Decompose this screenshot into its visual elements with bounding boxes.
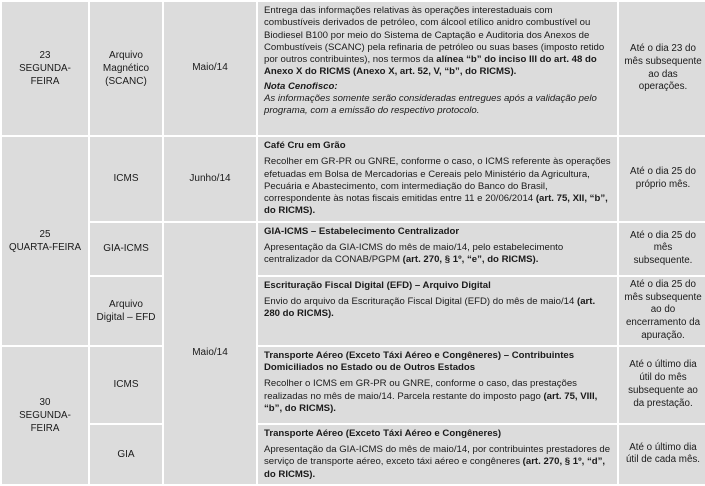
description-body: [264, 242, 611, 267]
day-name: SEGUNDA-FEIRA: [19, 409, 71, 434]
day-cell: [2, 137, 88, 345]
day-name: QUARTA-FEIRA: [8, 241, 82, 253]
tribute-cell: ICMS: [90, 137, 162, 221]
tribute-cell: Arquivo Digital – EFD: [90, 277, 162, 345]
table-row: [2, 2, 705, 135]
legal-reference: (art. 270, § 1º, “e”, do RICMS).: [402, 254, 539, 266]
description-body: [264, 156, 611, 217]
legal-reference: (art. 280 do RICMS).: [264, 296, 596, 320]
description-title: GIA-ICMS – Estabelecimento Centralizador: [264, 225, 460, 237]
deadline-cell: Até o dia 25 do próprio mês.: [619, 137, 705, 221]
note-title: Nota Cenofisco:: [264, 80, 338, 92]
legal-reference: (art. 75, XII, “b”, do RICMS).: [264, 193, 608, 217]
tribute-cell: GIA: [90, 425, 162, 484]
tribute-cell: Arquivo Magnético (SCANC): [90, 2, 162, 135]
description-cell: [258, 223, 617, 275]
day-number: 25: [39, 228, 51, 240]
table-row: [2, 347, 705, 423]
deadline-cell: Até o dia 23 do mês subsequente ao das operações.: [619, 2, 705, 135]
tribute-cell: ICMS: [90, 347, 162, 423]
legal-reference: (art. 270, § 1º, “d”, do RICMS).: [264, 456, 606, 480]
day-cell: [2, 347, 88, 484]
description-body: [264, 444, 611, 481]
table-row: [2, 137, 705, 221]
table-row: [2, 425, 705, 484]
description-title: Transporte Aéreo (Exceto Táxi Aéreo e Congêneres): [264, 427, 502, 439]
description-text: Recolher o ICMS em GR-PR ou GNRE, conforme o caso, das prestações realizadas no mês de maio/14. Parcela restante do imposto pago: [264, 378, 577, 402]
legal-reference: alínea “b” do inciso III do art. 48 do Anexo X do RICMS (Anexo X, art. 52, V, “b”, do RICMS).: [264, 54, 597, 78]
day-number: 23: [39, 50, 51, 61]
description-cell: [258, 2, 617, 135]
tribute-cell: GIA-ICMS: [90, 223, 162, 275]
description-cell: [258, 425, 617, 484]
deadline-cell: Até o dia 25 do mês subsequente ao do encerramento da apuração.: [619, 277, 705, 345]
deadline-cell: Até o último dia útil de cada mês.: [619, 425, 705, 484]
description-body: [264, 378, 611, 415]
period-cell: Junho/14: [164, 137, 256, 221]
note-body: As informações somente serão consideradas entregues após a validação pelo programa, com a emissão do respectivo protocolo.: [264, 93, 597, 117]
period-cell: Maio/14: [164, 223, 256, 484]
day-name: SEGUNDA-FEIRA: [19, 63, 71, 87]
description-text: Apresentação da GIA-ICMS do mês de maio/14, pelo estabelecimento centralizador da CONAB/PGPM: [264, 242, 564, 266]
description-title: Transporte Aéreo (Exceto Táxi Aéreo e Congêneres) – Contribuintes Domiciliados no Estado ou de Outros Estados: [264, 349, 575, 374]
table-row: [2, 277, 705, 345]
description-title: Escrituração Fiscal Digital (EFD) – Arquivo Digital: [264, 279, 491, 291]
description-text: Envio do arquivo da Escrituração Fiscal Digital (EFD) do mês de maio/14: [264, 296, 575, 308]
description-text: Entrega das informações relativas às operações interestaduais com combustíveis derivados de petróleo, com álcool etílico anidro combustível ou Biodiesel B100 por meio do Sistema de Captação e Auditoria dos Anexos de Combustíveis (SCANC) pela refinaria de petróleo ou suas bases (imposto retido por outros contribuintes), nos termos da: [264, 5, 605, 66]
description-cell: [258, 277, 617, 345]
description-text: Apresentação da GIA-ICMS do mês de maio/14, por contribuintes prestadores de serviço de transporte aéreo, exceto táxi aéreo e congêneres: [264, 444, 611, 468]
deadline-cell: Até o último dia útil do mês subsequente ao da prestação.: [619, 347, 705, 423]
day-number: 30: [39, 396, 51, 408]
period-cell: Maio/14: [164, 2, 256, 135]
description-body: [264, 296, 611, 321]
description-text: Recolher em GR-PR ou GNRE, conforme o caso, o ICMS referente às operações efetuadas em Bolsa de Mercadorias e Cereais pelo Ministério da Agricultura, Pecuária e Abastecimento, com intermediação do Banco do Brasil, correspondente às notas fiscais emitidas entre 11 e 20/06/2014: [264, 156, 611, 205]
deadline-cell: Até o dia 25 do mês subsequente.: [619, 223, 705, 275]
legal-reference: (art. 75, VIII, “b”, do RICMS).: [264, 390, 598, 414]
day-cell: [2, 2, 88, 135]
description-title: Café Cru em Grão: [264, 140, 346, 151]
table-row: [2, 223, 705, 275]
description-cell: [258, 137, 617, 221]
description-cell: [258, 347, 617, 423]
